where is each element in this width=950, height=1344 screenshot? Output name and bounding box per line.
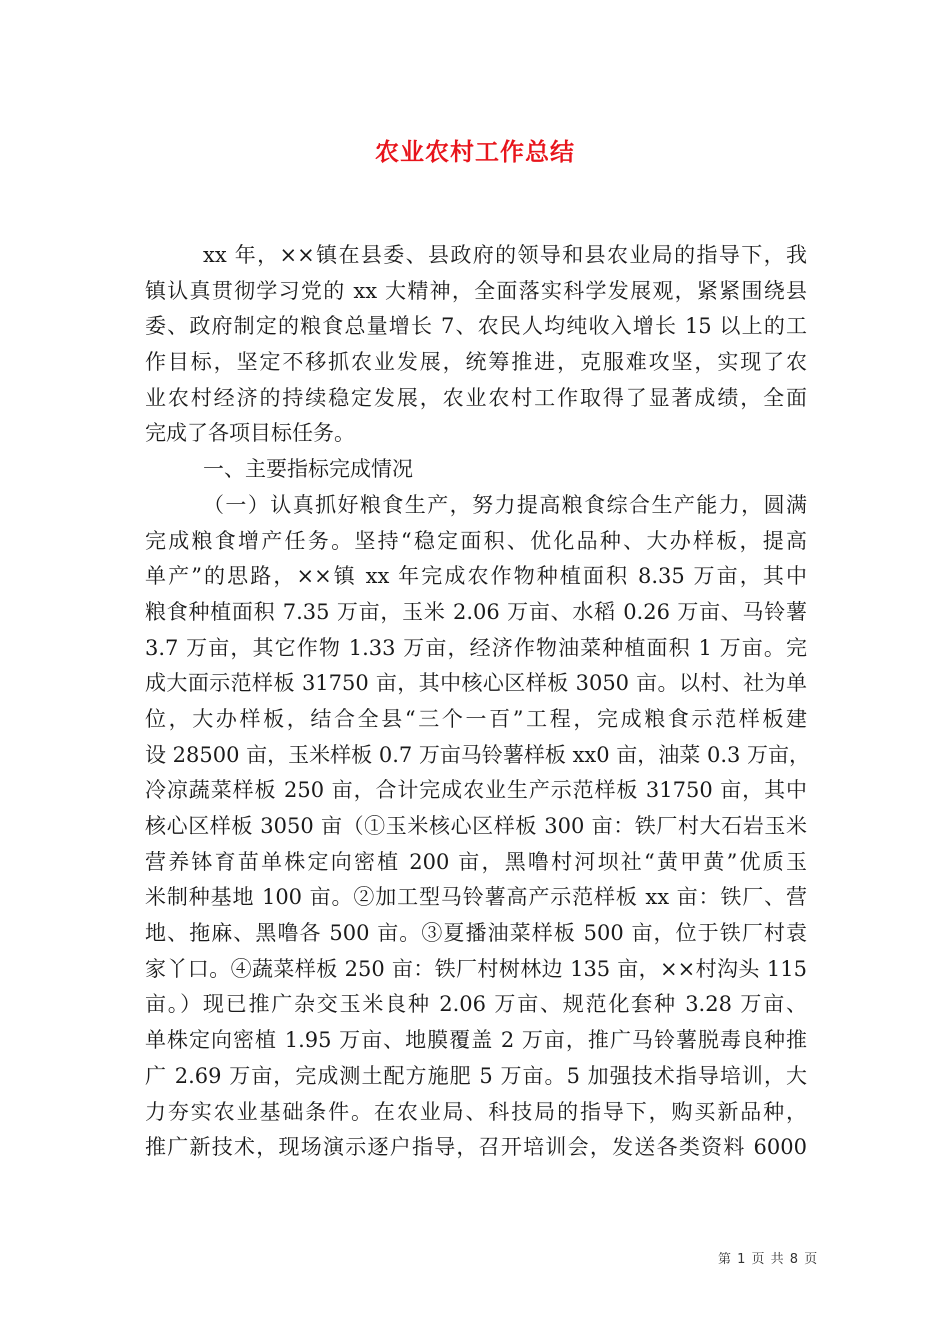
paragraph-line: 地、拖麻、黑噜各 500 亩。③夏播油菜样板 500 亩，位于铁厂村袁 — [145, 921, 807, 946]
paragraph-line: 米制种基地 100 亩。②加工型马铃薯高产示范样板 xx 亩：铁厂、营 — [145, 885, 807, 910]
paragraph-line: 镇认真贯彻学习党的 xx 大精神，全面落实科学发展观，紧紧围绕县 — [145, 278, 807, 303]
page-number: 第 1 页 共 8 页 — [718, 1252, 819, 1267]
paragraph-line: 设 28500 亩，玉米样板 0.7 万亩马铃薯样板 xx0 亩，油菜 0.3 万亩， — [145, 742, 811, 767]
paragraph-line: 力夯实农业基础条件。在农业局、科技局的指导下，购买新品种， — [145, 1099, 807, 1124]
paragraph-line: 营养钵育苗单株定向密植 200 亩，黑噜村河坝社“黄甲黄”优质玉 — [145, 849, 807, 874]
paragraph-line: 3.7 万亩，其它作物 1.33 万亩，经济作物油菜种植面积 1 万亩。完 — [145, 635, 807, 660]
paragraph-line: 成大面示范样板 31750 亩，其中核心区样板 3050 亩。以村、社为单 — [145, 671, 807, 696]
paragraph-line: 业农村经济的持续稳定发展，农业农村工作取得了显著成绩，全面 — [145, 385, 807, 410]
paragraph-line: 完成了各项目标任务。 — [145, 421, 355, 446]
paragraph-line: 单株定向密植 1.95 万亩、地膜覆盖 2 万亩，推广马铃薯脱毒良种推 — [145, 1028, 807, 1053]
paragraph-line: 粮食种植面积 7.35 万亩，玉米 2.06 万亩、水稻 0.26 万亩、马铃薯 — [145, 599, 807, 624]
paragraph-line: 位，大办样板，结合全县“三个一百”工程，完成粮食示范样板建 — [145, 706, 807, 731]
paragraph-line: xx 年，××镇在县委、县政府的领导和县农业局的指导下，我 — [203, 243, 807, 267]
document-title: 农业农村工作总结 — [375, 138, 575, 166]
document-body — [145, 238, 811, 1166]
paragraph-line: 冷凉蔬菜样板 250 亩，合计完成农业生产示范样板 31750 亩，其中 — [145, 778, 807, 803]
section-heading: 一、主要指标完成情况 — [203, 457, 413, 482]
paragraph-line: 完成粮食增产任务。坚持“稳定面积、优化品种、大办样板，提高 — [145, 528, 807, 553]
paragraph-line: 单产”的思路，××镇 xx 年完成农作物种植面积 8.35 万亩，其中 — [145, 564, 807, 589]
paragraph-line: 委、政府制定的粮食总量增长 7、农民人均纯收入增长 15 以上的工 — [145, 314, 807, 339]
paragraph-line: 核心区样板 3050 亩（①玉米核心区样板 300 亩：铁厂村大石岩玉米 — [145, 814, 807, 838]
paragraph-line: 家丫口。④蔬菜样板 250 亩：铁厂村树林边 135 亩，××村沟头 115 — [145, 956, 807, 981]
paragraph-line: 作目标，坚定不移抓农业发展，统筹推进，克服难攻坚，实现了农 — [145, 350, 807, 375]
paragraph-line: 广 2.69 万亩，完成测土配方施肥 5 万亩。5 加强技术指导培训，大 — [145, 1063, 807, 1088]
paragraph-line: 推广新技术，现场演示逐户指导，召开培训会，发送各类资料 6000 — [145, 1135, 807, 1160]
subsection-heading-line: （一）认真抓好粮食生产，努力提高粮食综合生产能力，圆满 — [203, 492, 807, 517]
paragraph-line: 亩。）现已推广杂交玉米良种 2.06 万亩、规范化套种 3.28 万亩、 — [145, 992, 807, 1017]
